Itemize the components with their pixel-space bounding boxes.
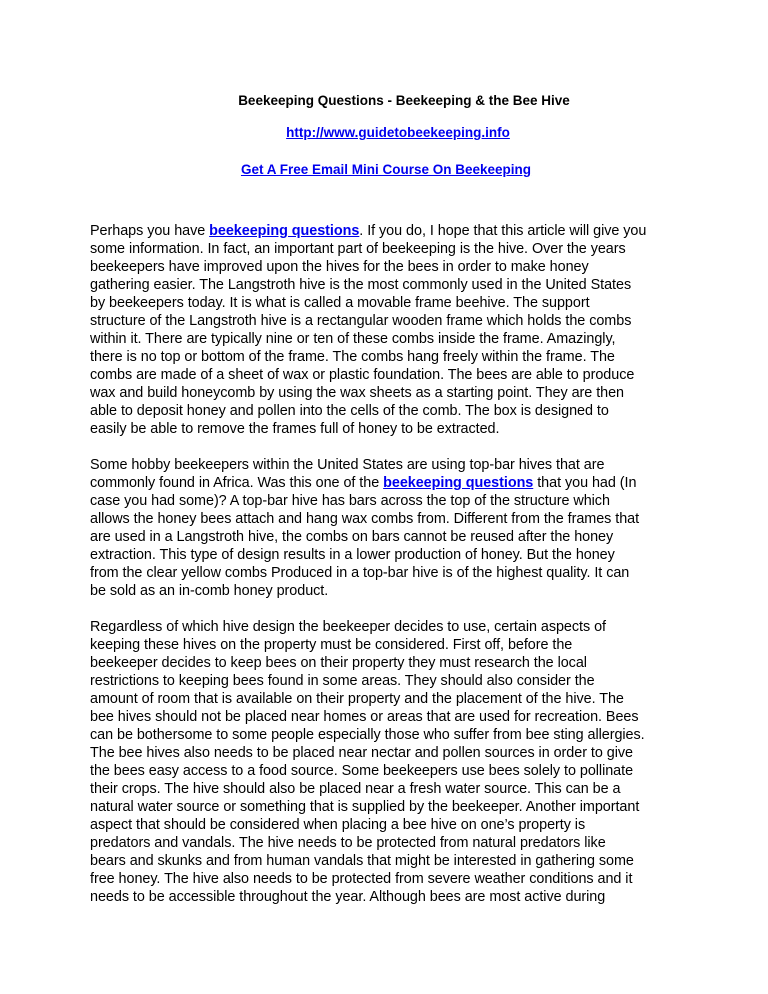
site-url-link-wrapper <box>14 125 768 141</box>
line-text-after: . If you do, I hope that this article will give you <box>359 223 647 239</box>
paragraph-gap <box>90 600 690 618</box>
text-line: be sold as an in-comb honey product. <box>90 583 329 599</box>
text-line: wax and build honeycomb by using the wax sheets as a starting point. They are then <box>90 385 625 401</box>
text-line <box>90 222 690 240</box>
line-text-before: commonly found in Africa. Was this one of the <box>90 475 384 491</box>
beekeeping-questions-link[interactable]: beekeeping questions <box>209 223 360 239</box>
line-text-after: that you had (In <box>533 475 637 491</box>
text-line: some information. In fact, an important part of beekeeping is the hive. Over the years <box>90 241 626 257</box>
paragraph <box>90 618 690 906</box>
text-line: Some hobby beekeepers within the United States are using top-bar hives that are <box>90 457 605 473</box>
text-line: case you had some)? A top-bar hive has bars across the top of the structure which <box>90 493 610 509</box>
text-line: Regardless of which hive design the beekeeper decides to use, certain aspects of <box>90 619 606 635</box>
text-line: bears and skunks and from human vandals that might be interested in gathering some <box>90 853 634 869</box>
text-line: restrictions to keeping bees found in some areas. They should also consider the <box>90 673 595 689</box>
beekeeping-questions-link[interactable]: beekeeping questions <box>383 475 534 491</box>
text-line: from the clear yellow combs Produced in a top-bar hive is of the highest quality. It can <box>90 565 630 581</box>
text-line: aspect that should be considered when placing a bee hive on one’s property is <box>90 817 586 833</box>
text-line: natural water source or something that is supplied by the beekeeper. Another important <box>90 799 640 815</box>
paragraph <box>90 456 690 600</box>
text-line: extraction. This type of design results in a lower production of honey. But the honey <box>90 547 615 563</box>
paragraph-gap <box>90 438 690 456</box>
site-url-link[interactable]: http://www.guidetobeekeeping.info <box>286 125 510 140</box>
text-line: the bees easy access to a food source. Some beekeepers use bees solely to pollinate <box>90 763 634 779</box>
email-course-link[interactable]: Get A Free Email Mini Course On Beekeeping <box>240 162 532 177</box>
text-line: gathering easier. The Langstroth hive is the most commonly used in the United States <box>90 277 632 293</box>
text-line: easily be able to remove the frames full of honey to be extracted. <box>90 421 500 437</box>
text-line: needs to be accessible throughout the year. Although bees are most active during <box>90 889 606 905</box>
text-line: combs are made of a sheet of wax or plastic foundation. The bees are able to produce <box>90 367 635 383</box>
document-title: Beekeeping Questions - Beekeeping & the Bee Hive <box>238 93 570 108</box>
text-line: by beekeepers today. It is what is called a movable frame beehive. The support <box>90 295 590 311</box>
text-line: predators and vandals. The hive needs to be protected from natural predators like <box>90 835 606 851</box>
paragraph <box>90 222 690 438</box>
text-line: beekeeper decides to keep bees on their property they must research the local <box>90 655 587 671</box>
text-line: able to deposit honey and pollen into the cells of the comb. The box is designed to <box>90 403 609 419</box>
text-line: amount of room that is available on their property and the placement of the hive. The <box>90 691 624 707</box>
text-line: allows the honey bees attach and hang wax combs from. Different from the frames that <box>90 511 640 527</box>
text-line: structure of the Langstroth hive is a rectangular wooden frame which holds the combs <box>90 313 632 329</box>
article-body <box>90 222 690 906</box>
text-line: can be bothersome to some people especially those who suffer from bee sting allergies. <box>90 727 645 743</box>
line-text-before: Perhaps you have <box>90 223 210 239</box>
text-line <box>90 474 690 492</box>
text-line: are used in a Langstroth hive, the combs on bars cannot be reused after the honey <box>90 529 614 545</box>
text-line: within it. There are typically nine or ten of these combs inside the frame. Amazingly, <box>90 331 616 347</box>
course-link-wrapper <box>2 162 768 178</box>
text-line: The bee hives also needs to be placed near nectar and pollen sources in order to give <box>90 745 633 761</box>
text-line: keeping these hives on the property must be considered. First off, before the <box>90 637 573 653</box>
text-line: bee hives should not be placed near homes or areas that are used for recreation. Bees <box>90 709 639 725</box>
text-line: beekeepers have improved upon the hives for the bees in order to make honey <box>90 259 589 275</box>
text-line: there is no top or bottom of the frame. The combs hang freely within the frame. The <box>90 349 615 365</box>
text-line: free honey. The hive also needs to be protected from severe weather conditions and it <box>90 871 633 887</box>
text-line: their crops. The hive should also be placed near a fresh water source. This can be a <box>90 781 621 797</box>
